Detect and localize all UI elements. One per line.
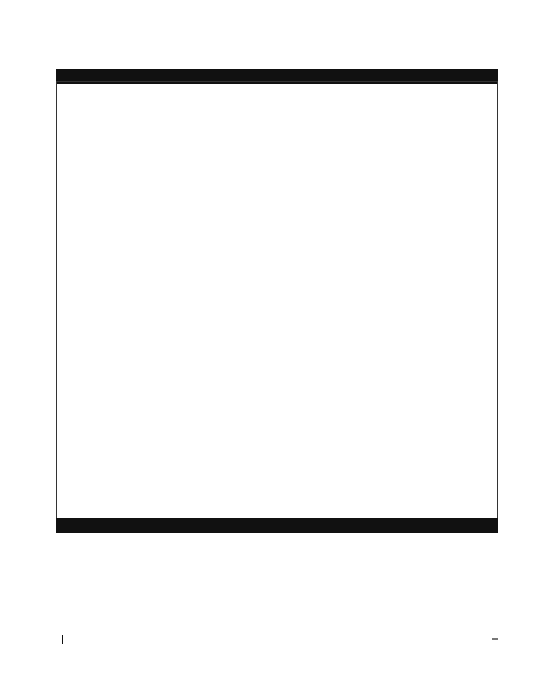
questions-box [56, 81, 498, 530]
scanner-stamp [492, 638, 498, 640]
page-footer [56, 633, 498, 645]
footer-divider [62, 635, 63, 644]
section-heading-pyq [56, 518, 498, 533]
